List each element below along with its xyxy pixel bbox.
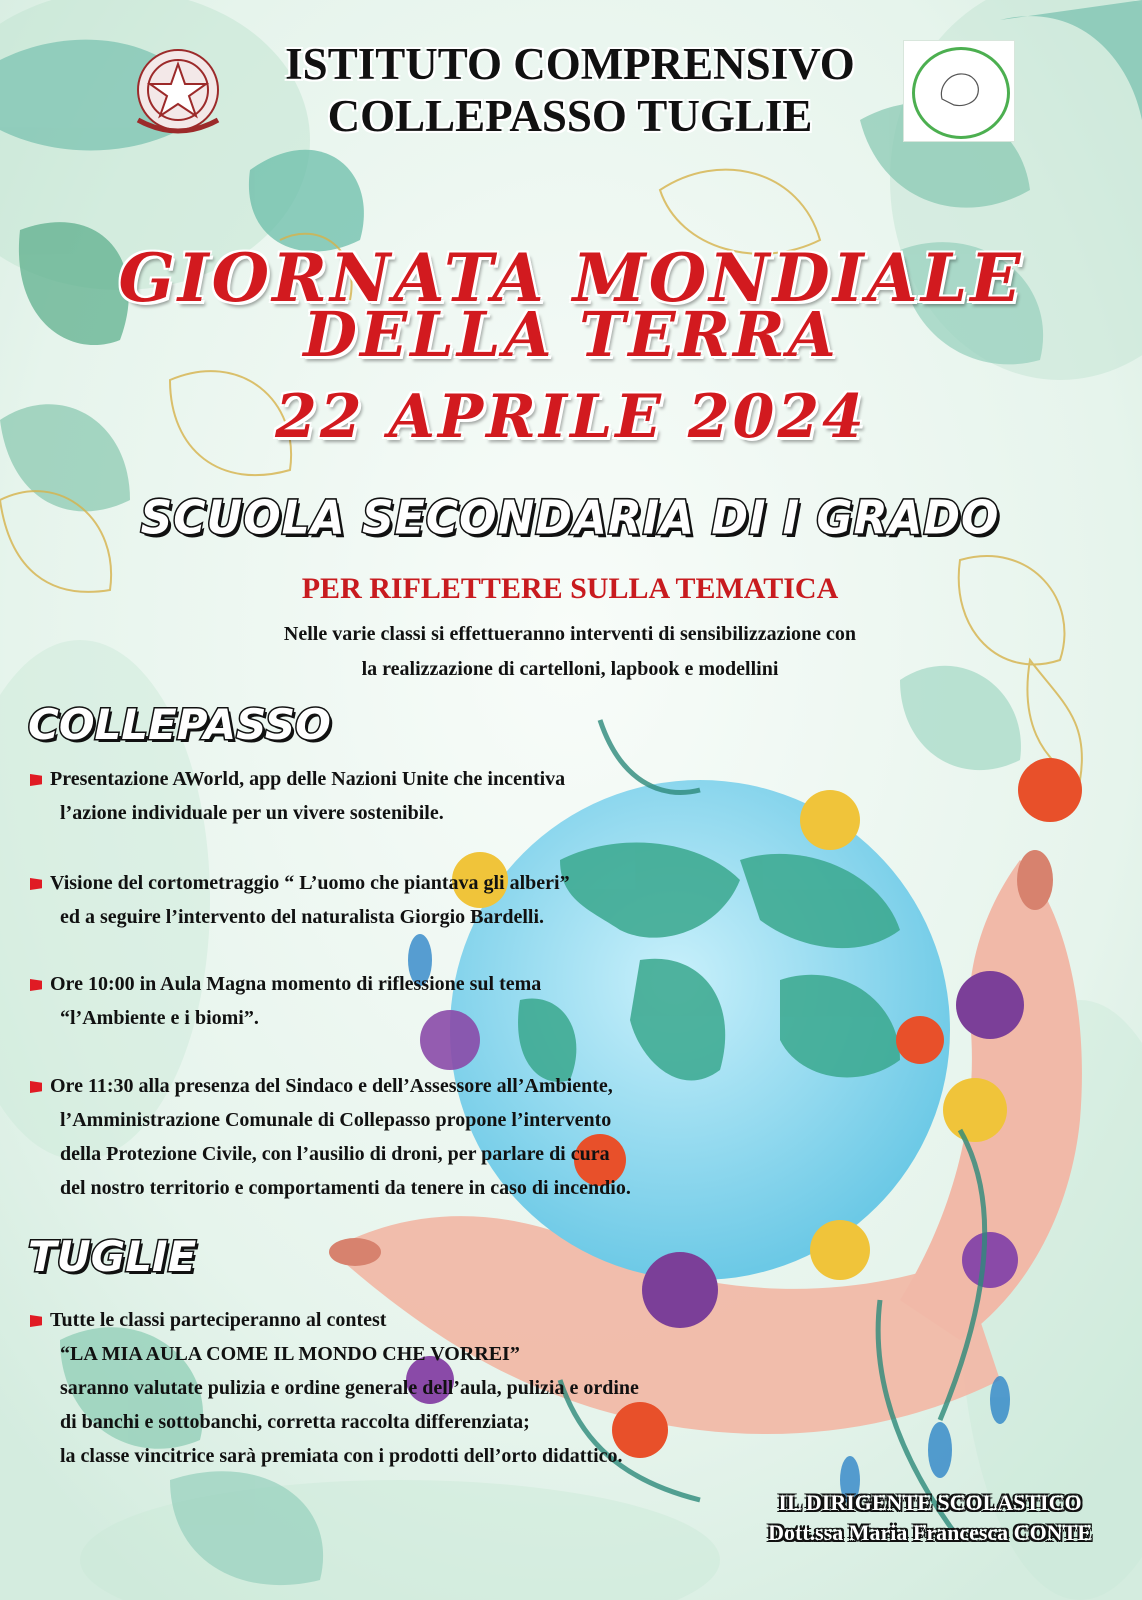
bullet-marker-icon: [30, 979, 42, 991]
item-line: ed a seguire l’intervento del naturalista Giorgio Bardelli.: [60, 906, 545, 928]
item-line: l’Amministrazione Comunale di Collepasso propone l’intervento: [60, 1109, 612, 1131]
school-name: [230, 38, 910, 142]
tuglie-heading: TUGLIE: [28, 1232, 197, 1281]
item-line: del nostro territorio e comportamenti da tenere in caso di incendio.: [60, 1177, 631, 1199]
collepasso-item: [30, 1069, 730, 1205]
map-outline-icon: [934, 69, 984, 109]
item-line: saranno valutate pulizia e ordine generale dell’aula, pulizia e ordine: [60, 1377, 639, 1399]
school-name-line1: ISTITUTO COMPRENSIVO: [285, 39, 855, 89]
item-line: l’azione individuale per un vivere sostenibile.: [60, 802, 444, 824]
school-level-heading: SCUOLA SECONDARIA DI I GRADO: [140, 491, 1000, 546]
item-line: Presentazione AWorld, app delle Nazioni Unite che incentiva: [50, 768, 566, 790]
intro-text: [180, 617, 960, 687]
item-line: della Protezione Civile, con l’ausilio di droni, per parlare di cura: [60, 1143, 610, 1165]
item-line: di banchi e sottobanchi, corretta raccolta differenziata;: [60, 1411, 530, 1433]
intro-line1: Nelle varie classi si effettueranno interventi di sensibilizzazione con: [283, 623, 857, 645]
collepasso-item: [30, 866, 730, 934]
school-logo: [903, 40, 1015, 142]
collepasso-heading: COLLEPASSO: [28, 700, 331, 749]
tuglie-item: [30, 1303, 730, 1473]
intro-line2: la realizzazione di cartelloni, lapbook e modellini: [361, 658, 779, 680]
item-line: Ore 10:00 in Aula Magna momento di riflessione sul tema: [50, 973, 542, 995]
item-line: Tutte le classi parteciperanno al contest: [50, 1309, 387, 1331]
item-line: Visione del cortometraggio “ L’uomo che piantava gli alberi”: [50, 872, 570, 894]
item-line: Ore 11:30 alla presenza del Sindaco e dell’Assessore all’Ambiente,: [50, 1075, 613, 1097]
bullet-marker-icon: [30, 878, 42, 890]
signature-name: Dott.ssa Maria Francesca CONTE: [768, 1520, 1092, 1545]
bullet-marker-icon: [30, 1081, 42, 1093]
item-line: “LA MIA AULA COME IL MONDO CHE VORREI”: [60, 1343, 520, 1365]
collepasso-item: [30, 762, 730, 830]
collepasso-item: [30, 967, 730, 1035]
italian-republic-emblem: [128, 42, 228, 142]
theme-heading: PER RIFLETTERE SULLA TEMATICA: [301, 572, 839, 605]
event-date: 22 APRILE 2024: [275, 382, 867, 452]
school-name-line2: COLLEPASSO TUGLIE: [327, 91, 813, 141]
star-emblem-icon: [128, 42, 228, 142]
item-line: “l’Ambiente e i biomi”.: [60, 1007, 259, 1029]
signature-block: [740, 1488, 1120, 1548]
bullet-marker-icon: [30, 1315, 42, 1327]
event-title-line2: DELLA TERRA: [303, 298, 839, 371]
signature-role: IL DIRIGENTE SCOLASTICO: [778, 1490, 1082, 1515]
bullet-marker-icon: [30, 774, 42, 786]
item-line: la classe vincitrice sarà premiata con i prodotti dell’orto didattico.: [60, 1445, 623, 1467]
event-title-line1: GIORNATA MONDIALE: [118, 239, 1024, 317]
